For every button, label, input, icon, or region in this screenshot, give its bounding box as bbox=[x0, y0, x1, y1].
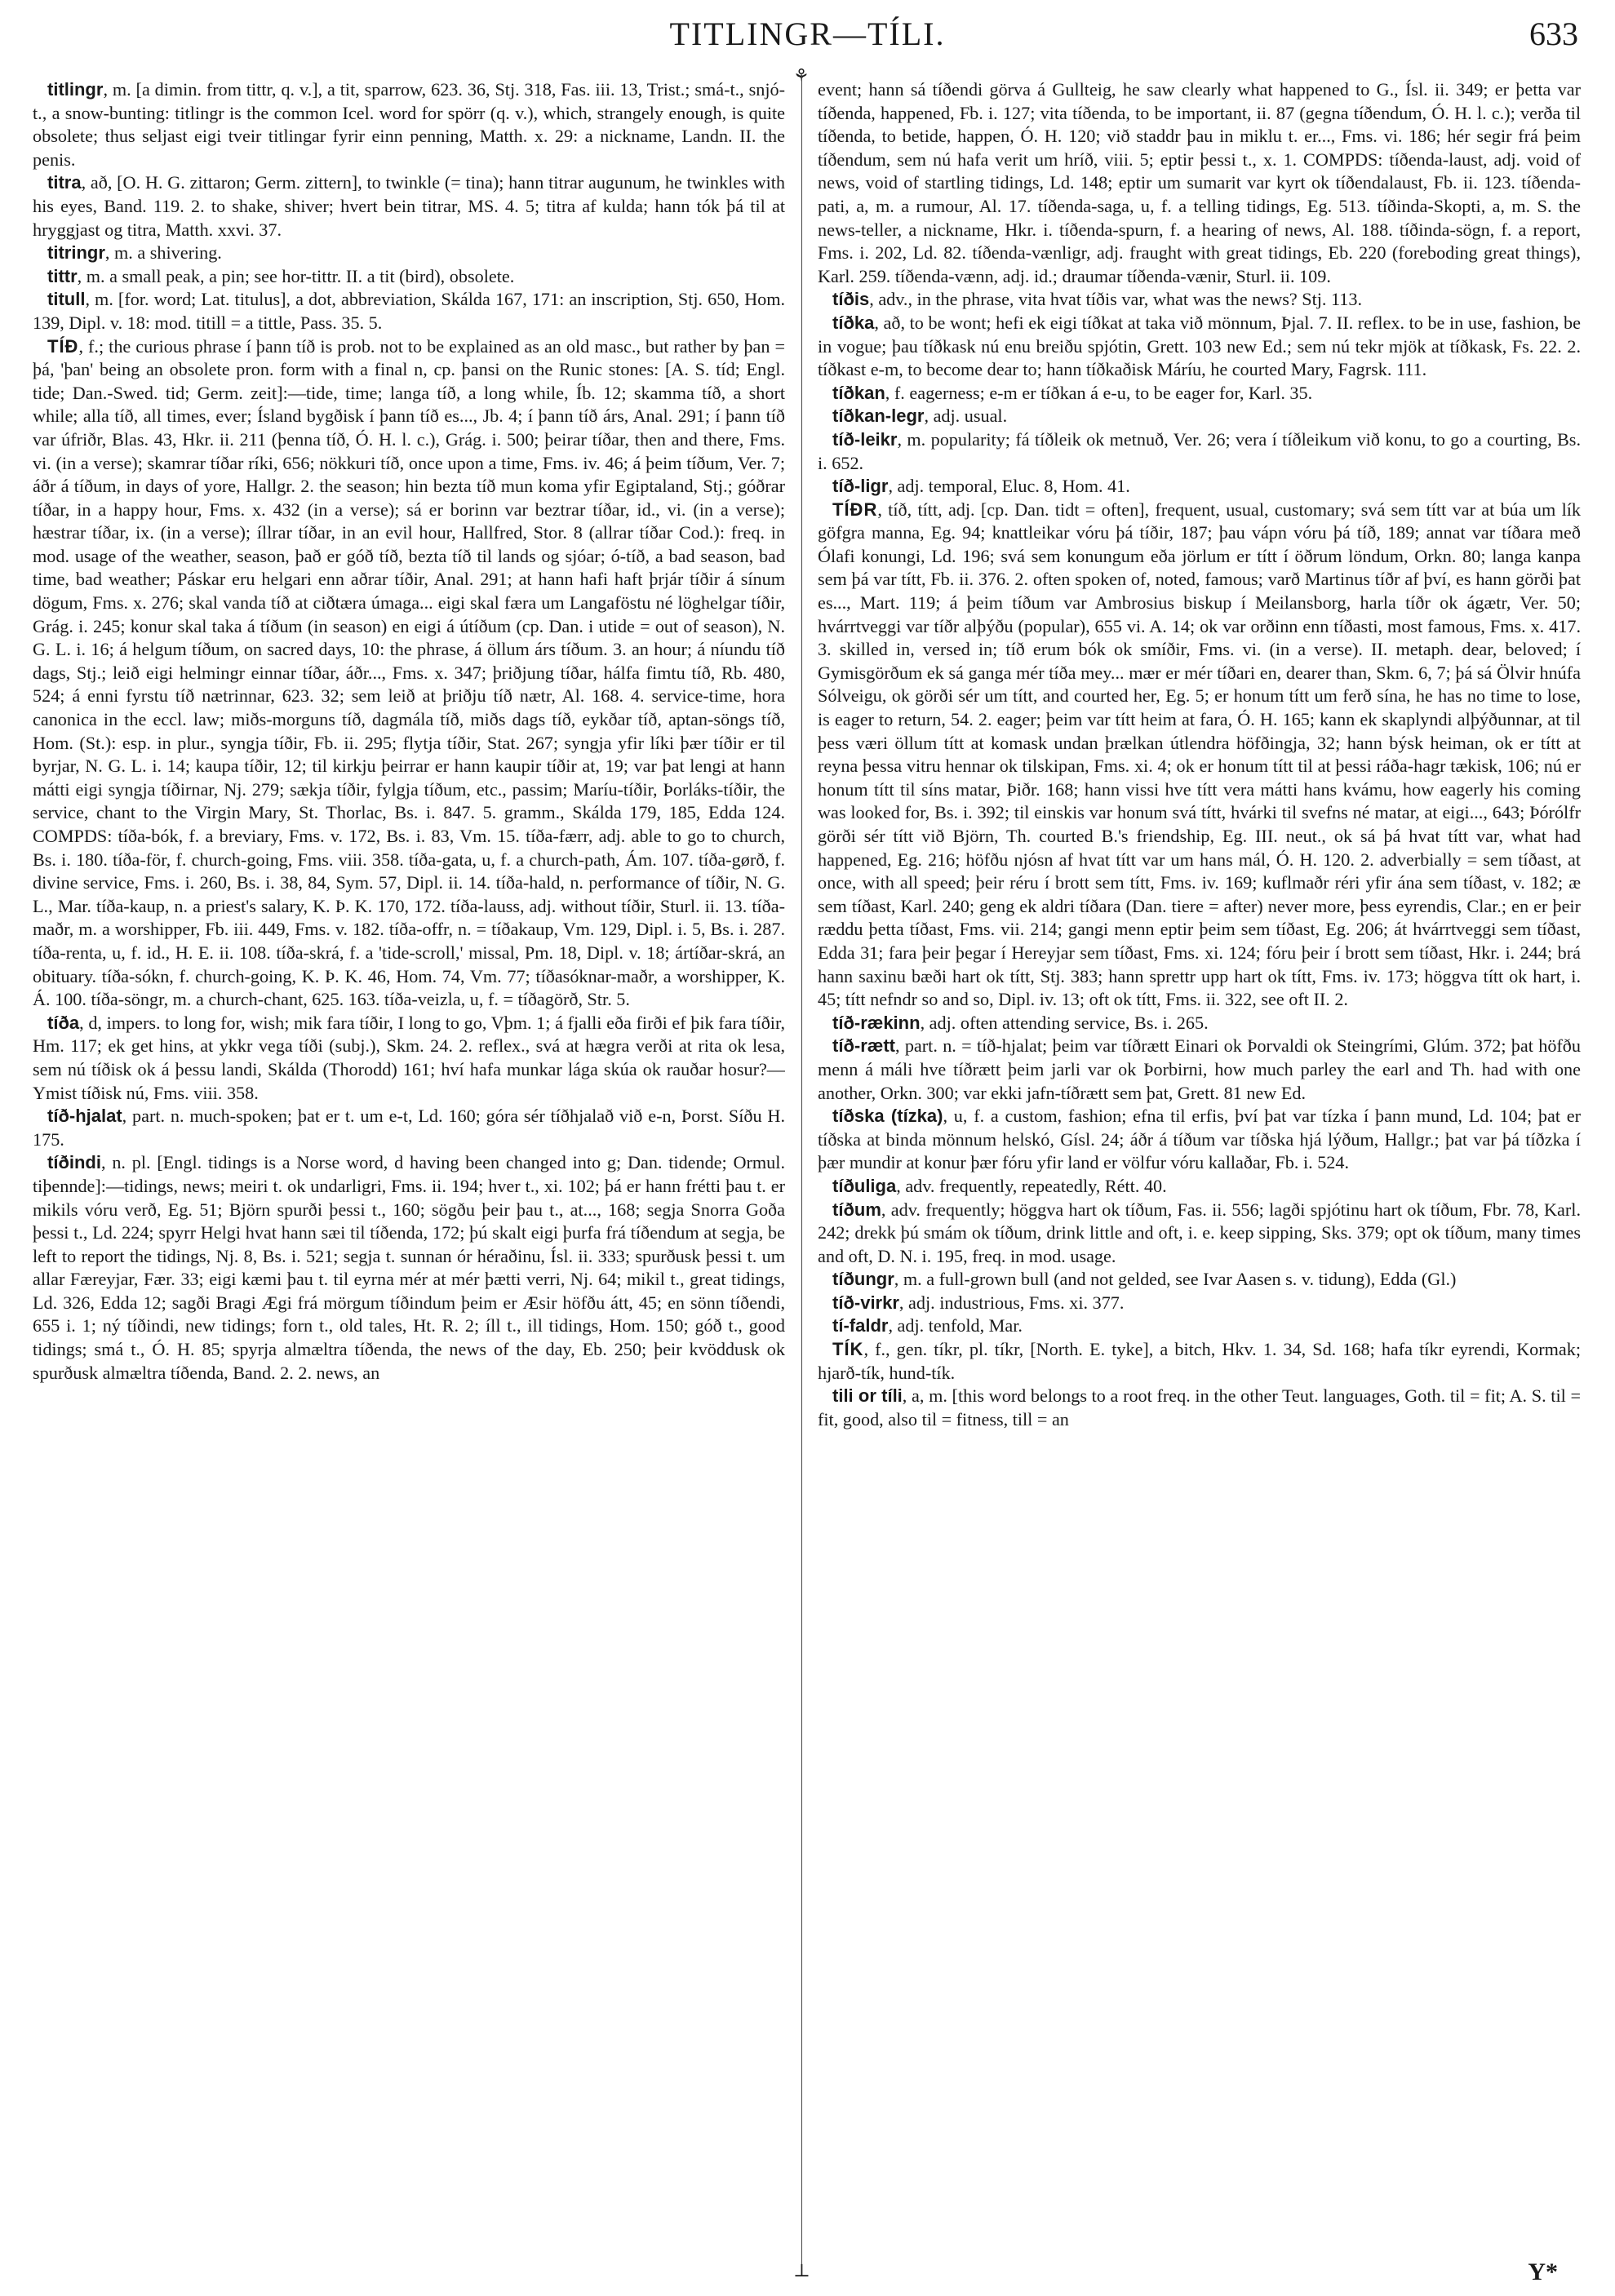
entry-headword: tíðindi bbox=[47, 1152, 101, 1173]
entry-definition: , m. popularity; fá tíðleik ok metnuð, Ver. 26; vera í tíðleikum við konu, to go a courting, Bs. i. 652. bbox=[818, 428, 1581, 473]
dictionary-entry bbox=[818, 1199, 1581, 1269]
entry-headword: tíð-ligr bbox=[832, 476, 889, 497]
entry-definition: , m. [for. word; Lat. titulus], a dot, abbreviation, Skálda 167, 171: an inscription, Stj. 650, Hom. 139, Dipl. v. 18: mod. titill = a tittle, Pass. 35. 5. bbox=[33, 289, 785, 333]
entry-headword: tíð-rækinn bbox=[832, 1012, 921, 1033]
entry-headword: TÍK bbox=[832, 1339, 864, 1360]
entry-headword: tíð-hjalat bbox=[47, 1106, 122, 1127]
entry-headword: tíðungr bbox=[832, 1269, 894, 1290]
entry-definition: , adj. temporal, Eluc. 8, Hom. 41. bbox=[888, 476, 1130, 497]
entry-definition: , u, f. a custom, fashion; efna til erfis, því þat var tízka í þann mund, Ld. 104; þat er tíðska at binda mönnum helskó, Gísl. 24; áðr á tíðum var tíðska hjá lýðum, Hallgr.; þat var þá tíðzka í þær mundir at konur þær fóru yfir land er völfur vóru kallaðar, Fb. i. 524. bbox=[818, 1106, 1581, 1173]
dictionary-entry bbox=[33, 171, 785, 242]
entry-definition: , part. n. = tíð-hjalat; þeim var tíðrætt Einari ok Þorvaldi ok Steingrími, Glúm. 372; þat höfðu menn á máli hve tíðrætt þeim jarli var ok Þorbirni, how much parley the earl and Th. had with one another, Orkn. 300; var ekki jafn-tíðrætt sem þat, Grett. 81 new Ed. bbox=[818, 1035, 1581, 1103]
dictionary-entry bbox=[818, 405, 1581, 428]
entry-headword: tíðska (tízka) bbox=[832, 1106, 943, 1127]
running-title: TITLINGR—TÍLI. bbox=[669, 16, 946, 52]
dictionary-entry bbox=[818, 1268, 1581, 1292]
entry-definition: , tíð, títt, adj. [cp. Dan. tidt = often], frequent, usual, customary; svá sem títt var at búa um lík göfgra manna, Eg. 94; knattleikar vóru þá tíðir, 187; þau vápn vóru þá tíð, 189; annat var tíðara með Ólafi konungi, Ld. 196; svá sem konungum eða jörlum er títt í öðrum löndum, Orkn. 80; langa kanpa sem þá var títt, Fb. ii. 376. 2. often spoken of, noted, famous; varð Martinus tíðr af því, es hann görði þat es..., Mart. 119; á þeim tíðum var Ambrosius biskup í Meilansborg, harla tíðr ok ágætr, Ver. 50; hvárrtveggi var tíðr alþýðu (popular), 655 vi. A. 14; ok var orðinn enn tíðasti, most famous, Fms. x. 417. 3. skilled in, versed in; tíð erum bók ok smíðir, Fms. vi. (in a verse). II. metaph. dear, beloved; í Gymisgörðum ek sá ganga mér tíða mey... mær er mér tíðari en, dearer than, Skm. 6, 7; þá sá Ölvir hnúfa Sólveigu, ok görði sér um títt, and courted her, Eg. 5; er honum títt um ferð sína, he has no time to lose, is eager to return, 54. 2. eager; þeim var títt heim at fara, Ó. H. 165; kann ek skaplyndi alþýðunnar, at til þess væri öllum títt at komask undan þrælkan útlendra höfðingja, 32; hann býsk heiman, ok er títt at reyna þessa vitru hennar ok tilskipan, Fms. xi. 4; ok er honum títt til at þessi ráða-hagr tækisk, 106; nú er honum títt til síns matar, Þiðr. 168; hann vissi hve títt vera mátti hans kvámu, how eagerly his coming was looked for, Bs. i. 392; til einskis var honum svá títt, hvárki til svefns né matar, at eigi..., 643; Þórólfr görði sér títt við Björn, Th. courted B.'s friendship, Eg. III. neut., ok sá þá hvat títt var, what had happened, Eg. 216; höfðu njósn af hvat títt var um hans mál, Ó. H. 120. 2. adverbially = sem tíðast, at once, with all speed; þeir réru í brott sem títt, Fms. iv. 169; kuflmaðr réri yfir ána sem tíðast, v. 182; æ sem tíðast, Karl. 240; geng ek aldri tíðara (Dan. tiere = after) never more, þess eyrendis, Clar.; en er þeir ræddu þetta tíðast, Fms. vii. 214; gangi menn eptir þeim sem tíðast, Eg. 206; át hvárrtveggi sem tíðast, Edda 31; fara þeir þegar í Hereyjar sem tíðast, Fms. xi. 124; fóru þeir í brott sem tíðast, Hkr. i. 244; brá hann saxinu bæði hart ok títt, Stj. 383; hann sprettr upp hart ok títt, Fms. iv. 173; höggva títt ok hart, i. 45; títt nefndr so and so, Dipl. iv. 13; oft ok títt, Fms. ii. 322, see oft II. 2. bbox=[818, 499, 1581, 1010]
dictionary-entry bbox=[33, 78, 785, 171]
entry-headword: titra bbox=[47, 172, 82, 193]
column-divider bbox=[801, 75, 802, 2270]
signature-mark: Y* bbox=[1528, 2258, 1558, 2285]
entry-headword: tíðka bbox=[832, 312, 875, 333]
entry-headword: titull bbox=[47, 289, 86, 310]
entry-definition: , f. eagerness; e-m er tíðkan á e-u, to be eager for, Karl. 35. bbox=[885, 382, 1313, 403]
entry-definition: , adj. usual. bbox=[924, 406, 1008, 427]
dictionary-entry bbox=[818, 312, 1581, 382]
entry-definition: , adv. frequently; höggva hart ok tíðum, Fas. ii. 556; lagði spjótinu hart ok tíðum, Fbr. 78, Karl. 242; drekk þú smám ok tíðum, drink little and oft, i. e. keep sipping, Sks. 379; opt ok tíðum, many times and oft, D. N. i. 195, freq. in mod. usage. bbox=[818, 1199, 1581, 1266]
dictionary-entry bbox=[818, 1175, 1581, 1199]
dictionary-entry bbox=[818, 382, 1581, 406]
page-header bbox=[0, 0, 1615, 73]
dictionary-entry bbox=[33, 242, 785, 265]
dictionary-entry bbox=[818, 1012, 1581, 1035]
dictionary-entry bbox=[818, 1035, 1581, 1105]
column-divider-ornament: ⚘ bbox=[793, 65, 810, 86]
entry-headword: tíð-leikr bbox=[832, 428, 898, 450]
entry-definition: , d, impers. to long for, wish; mik fara tíðir, I long to go, Vþm. 1; á fjalli eða firði ef þik fara tíðir, Hm. 117; ek get hins, at ykkr vega tíði (subj.), Skm. 24. 2. reflex., svá at hægra verði at rita ok lesa, sem nú tíðisk ok á þessu landi, Skálda (Thorodd) 161; hví hafa munkar lága skúa ok rauðar hosur?—Ymist tíðisk nú, Fms. viii. 358. bbox=[33, 1012, 785, 1103]
dictionary-entry bbox=[33, 1105, 785, 1151]
dictionary-entry bbox=[818, 288, 1581, 312]
entry-definition: , m. a small peak, a pin; see hor-tittr. II. a tit (bird), obsolete. bbox=[77, 265, 515, 286]
entry-headword: titringr bbox=[47, 242, 105, 264]
dictionary-entry bbox=[33, 335, 785, 1012]
dictionary-entry bbox=[33, 1151, 785, 1385]
entry-headword: tí-faldr bbox=[832, 1315, 889, 1336]
entry-headword: tíð-virkr bbox=[832, 1292, 899, 1313]
entry-definition: , adv. frequently, repeatedly, Rétt. 40. bbox=[896, 1175, 1167, 1196]
dictionary-entry bbox=[33, 1012, 785, 1105]
entry-definition: , n. pl. [Engl. tidings is a Norse word, d having been changed into g; Dan. tidende; Ormul. tiþennde]:—tidings, news; meiri t. ok undarligri, Fms. ii. 194; hver t., xi. 102; þá er hann frétti þau t. er mikils vóru verð, Eg. 51; Björn spurði þessi t., 160; sögðu þeir þau t., at..., 168; segja Snorra Goða þessi t., Ld. 224; spyrr Helgi hvat hann sæi til tíðenda, 172; þú skalt eigi þurfa frá tíðendum at segja, be left to report the tidings, Nj. 8, Bs. i. 521; segja t. sunnan ór héraðinu, Ísl. ii. 333; spurðusk þessi t. um allar Færeyjar, Fær. 33; eigi kæmi þau t. til eyrna mér at mér þætti verri, Nj. 64; mikil t., great tidings, Ld. 326, Edda 12; sagði Bragi Ægi frá mörgum tíðindum þeim er Æsir höfðu átt, 45; en sönn tíðendi, 655 i. 1; ný tíðindi, new tidings; forn t., old tales, Ht. R. 2; íll t., ill tidings, Hom. 150; góð t., good tidings; smá t., Ó. H. 85; spyrja almæltra tíðenda, the news of the day, Eb. 250; þeir kvöddusk ok spurðusk almæltra tíðenda, Band. 2. 2. news, an bbox=[33, 1152, 785, 1383]
dictionary-entry bbox=[818, 499, 1581, 1012]
dictionary-entry bbox=[818, 1105, 1581, 1175]
dictionary-entry bbox=[33, 288, 785, 335]
entry-definition: , adv., in the phrase, vita hvat tíðis var, what was the news? Stj. 113. bbox=[869, 289, 1363, 310]
entry-definition: event; hann sá tíðendi görva á Gullteig, he saw clearly what happened to G., Ísl. ii. 349; er þetta var tíðenda, happened, Fb. i. 127; vita tíðenda, to be important, ii. 87 (gegna tíðendum, Ó. H. l. c.); verða til tíðenda, to betide, happen, Ó. H. 120; við staddr þau in miklu t. er..., Fms. vi. 186; hér segir frá þeim tíðendum, sem nú hafa verit um hríð, viii. 5; eptir þessi t., x. 1. COMPDS: tíðenda-laust, adj. void of news, void of startling tidings, Ld. 148; eptir um sumarit var kyrt ok tíðendalaust, Fb. ii. 123. tíðenda-pati, a, m. a rumour, Al. 17. tíðenda-saga, u, f. a telling tidings, Eg. 513. tíðinda-Skopti, a, m. S. the news-teller, a nickname, Hkr. i. tíðenda-spurn, f. a hearing of news, Al. 188. tíðinda-sögn, f. a report, Fms. i. 202, Ld. 82. tíðenda-vænligr, adj. fraught with great tidings, Eb. 220 (foreboding great things), Karl. 259. tíðenda-vænn, adj. id.; draumar tíðenda-vænir, Sturl. ii. 109. bbox=[818, 79, 1581, 286]
dictionary-entry bbox=[818, 475, 1581, 499]
entry-headword: tíða bbox=[47, 1012, 80, 1033]
entry-headword: titlingr bbox=[47, 79, 104, 100]
entry-definition: , m. a full-grown bull (and not gelded, see Ivar Aasen s. v. tidung), Edda (Gl.) bbox=[894, 1269, 1457, 1290]
entry-headword: tíð-rætt bbox=[832, 1035, 895, 1057]
dictionary-entry bbox=[818, 1338, 1581, 1385]
entry-headword: tíðkan bbox=[832, 382, 885, 403]
dictionary-entry bbox=[818, 1292, 1581, 1315]
dictionary-entry bbox=[818, 78, 1581, 288]
entry-definition: , part. n. much-spoken; þat er t. um e-t, Ld. 160; góra sér tíðhjalað við e-n, Þorst. Síðu H. 175. bbox=[33, 1106, 785, 1150]
entry-definition: , að, to be wont; hefi ek eigi tíðkat at taka við mönnum, Þjal. 7. II. reflex. to be in use, fashion, be in vogue; þau tíðkask nú enu breiðu spjótin, Grett. 103 new Ed.; sem nú tekr mjök at tíðkask, Fs. 22. 2. tíðkast e-m, to become dear to; hann tíðkaðisk Máríu, he courted Mary, Fagrsk. 111. bbox=[818, 312, 1581, 380]
entry-definition: , adj. industrious, Fms. xi. 377. bbox=[898, 1292, 1125, 1313]
entry-headword: tili or tíli bbox=[832, 1385, 903, 1407]
entry-headword: tittr bbox=[47, 265, 78, 286]
entry-definition: , f., gen. tíkr, pl. tíkr, [North. E. tyke], a bitch, Hkv. 1. 34, Sd. 168; hafa tíkr eyrendi, Kormak; hjarð-tík, hund-tík. bbox=[818, 1339, 1581, 1383]
left-column bbox=[33, 78, 785, 2265]
entry-definition: , að, [O. H. G. zittaron; Germ. zittern], to twinkle (= tina); hann titrar augunum, he twinkles with his eyes, Band. 119. 2. to shake, shiver; hvert bein titrar, MS. 4. 5; titra af kulda; hann tók þá til at hryggjast og titra, Matth. xxvi. 37. bbox=[33, 172, 785, 240]
entry-definition: , a, m. [this word belongs to a root freq. in the other Teut. languages, Goth. til = fit; A. S. til = fit, good, also til = fitness, till = an bbox=[818, 1385, 1581, 1429]
dictionary-entry bbox=[818, 428, 1581, 475]
column-divider-ornament-bottom: ⊥ bbox=[793, 2260, 810, 2280]
entry-definition: , f.; the curious phrase í þann tíð is prob. not to be explained as an old masc., but rather by þan = þá, 'þan' being an obsolete pron. form with a final n, cp. þansi on the Runic stones: [A. S. tíd; Engl. tide; Dan.-Swed. tid; Germ. zeit]:—tide, time; langa tíð, a long while, Íb. 12; skamma tíð, a short while; alla tíð, all times, ever; Ísland bygðisk í þann tíð es..., Jb. 4; í þann tíð árs, Anal. 291; í þann tíð var úfriðr, Blas. 43, Hkr. ii. 211 (þenna tíð, Ó. H. l. c.), Grág. i. 500; þeirar tíðar, then and there, Fms. vi. (in a verse); skamrar tíðar ríki, 656; nökkuri tíð, once upon a time, Fms. iv. 46; á þeim tíðum, Ver. 7; áðr á tíðum, in days of yore, Hallgr. 2. the season; hin bezta tíð mun koma yfir Egiptaland, Stj.; góðrar tíðar, in a happy hour, Fms. x. 432 (in a verse); sá er borinn var beztrar tíðar, id., vi. (in a verse); hæstrar tíðar, ix. (in a verse); íllrar tíðar, in an evil hour, Hallfred, Stor. 8 (allrar tíðar Cod.): freq. in mod. usage of the weather, season, það er góð tíð, bezta tíð til lands og sjóar; ó-tíð, a bad season, bad time, bad weather; Páskar eru helgari enn aðrar tíðir, Anal. 291; at hann hafi haft þrjár tíðir á sínum dögum, Fms. x. 276; skal vanda tíð at ciðtæra úmaga... eigi skal færa um Langaföstu né löghelgar tíðir, Grág. i. 245; konur skal taka á tíðum (in season) en eigi á útíðum (cp. Dan. i utide = out of season), N. G. L. i. 16; á helgum tíðum, on sacred days, 10: the phrase, á öllum árs tíðum. 3. an hour; á níundu tíð dags, Stj.; leið eigi helmingr einnar tíðar, áðr..., Fms. x. 347; þriðjung tíðar, hálfa fimtu tíð, Rb. 480, 524; á enni fyrstu tíð nætrinnar, 623. 32; sem leið at þriðju tíð nætr, Al. 168. 4. service-time, hora canonica in the eccl. law; miðs-morguns tíð, dagmála tíð, miðs dags tíð, eykðar tíð, aptan-söngs tíð, Hom. (St.): esp. in plur., syngja tíðir, Fb. ii. 295; flytja tíðir, Stat. 267; syngja yfir líki þær tíðir er til byrjar, N. G. L. i. 14; kaupa tíðir, 12; til kirkju þeirrar er hann kaupir tíðir at, 19; var þat lengi at hann mátti eigi syngja tíðirnar, Nj. 279; sækja tíðir, fylgja tíðum, etc., passim; Maríu-tíðir, Þorláks-tíðir, the service, chant to the Virgin Mary, St. Thorlac, Bs. i. 847. 5. gramm., Skálda 179, 185, Edda 124. COMPDS: tíða-bók, f. a breviary, Fms. v. 172, Bs. i. 83, Vm. 15. tíða-færr, adj. able to go to church, Bs. i. 180. tíða-för, f. church-going, Fms. viii. 358. tíða-gata, u, f. a church-path, Ám. 107. tíða-gørð, f. divine service, Fms. i. 260, Bs. i. 38, 84, Sym. 57, Dipl. ii. 14. tíða-hald, n. performance of tíðir, N. G. L., Mar. tíða-kaup, n. a priest's salary, K. Þ. K. 170, 172. tíða-lauss, adj. without tíðir, Sturl. ii. 13. tíða-maðr, m. a worshipper, Fb. iii. 449, Fms. v. 182. tíða-offr, n. = tíðakaup, Vm. 129, Dipl. i. 5, Bs. i. 287. tíða-renta, u, f. id., H. E. ii. 108. tíða-skrá, f. a 'tide-scroll,' missal, Pm. 18, Dipl. v. 18; ártíðar-skrá, an obituary. tíða-sókn, f. church-going, K. Þ. K. 46, Hom. 74, Vm. 77; tíðasóknar-maðr, a worshipper, K. Á. 100. tíða-söngr, m. a church-chant, 625. 163. tíða-veizla, u, f. = tíðagörð, Str. 5. bbox=[33, 335, 785, 1010]
entry-headword: tíðuliga bbox=[832, 1175, 897, 1196]
entry-definition: , m. a shivering. bbox=[104, 242, 222, 264]
dictionary-entry bbox=[33, 265, 785, 289]
entry-definition: , adj. often attending service, Bs. i. 265. bbox=[920, 1012, 1209, 1033]
entry-headword: TÍÐR bbox=[832, 499, 878, 520]
entry-headword: TÍÐ bbox=[47, 335, 79, 357]
page-number: 633 bbox=[1529, 16, 1578, 52]
right-column bbox=[818, 78, 1581, 2265]
entry-headword: tíðis bbox=[832, 289, 870, 310]
entry-headword: tíðkan-legr bbox=[832, 406, 925, 427]
entry-definition: , adj. tenfold, Mar. bbox=[888, 1315, 1023, 1336]
entry-headword: tíðum bbox=[832, 1199, 881, 1220]
dictionary-entry bbox=[818, 1314, 1581, 1338]
dictionary-entry bbox=[818, 1385, 1581, 1431]
entry-definition: , m. [a dimin. from tittr, q. v.], a tit, sparrow, 623. 36, Stj. 318, Fas. iii. 13, Trist.; smá-t., snjó-t., a snow-bunting: titlingr is the common Icel. word for spörr (q. v.), which, strangely enough, is quite obsolete; thus seljast eigi tveir titlingar fyrir einn penning, Matth. x. 29: a nickname, Landn. II. the penis. bbox=[33, 79, 785, 170]
